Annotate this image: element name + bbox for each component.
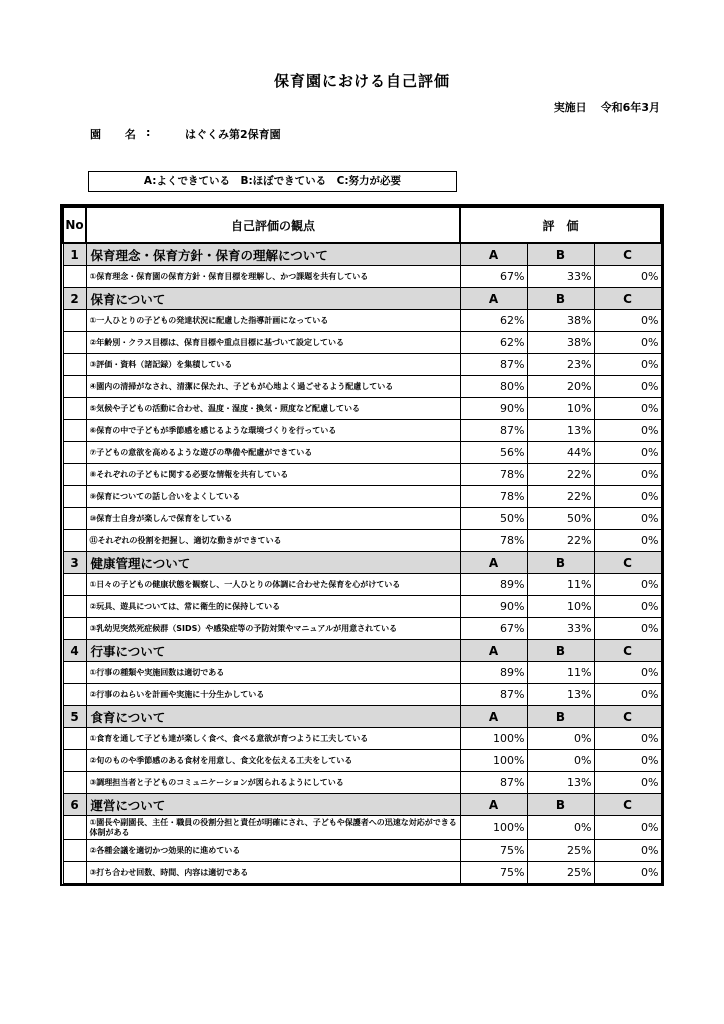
table-row — [63, 840, 661, 862]
rating-c-percent: 0% — [594, 574, 661, 596]
category-name: 運営について — [86, 794, 460, 816]
table-row — [63, 684, 661, 706]
rating-c-percent: 0% — [594, 508, 661, 530]
category-row — [63, 794, 661, 816]
criterion-text: ①保育理念・保育園の保育方針・保育目標を理解し、かつ課題を共有している — [86, 266, 460, 288]
row-number-cell — [63, 840, 86, 862]
category-col-c: C — [594, 288, 661, 310]
rating-b-percent: 22% — [527, 486, 594, 508]
rating-c-percent: 0% — [594, 354, 661, 376]
table-row — [63, 530, 661, 552]
criterion-text: ②年齢別・クラス目標は、保育目標や重点目標に基づいて設定している — [86, 332, 460, 354]
category-number: 1 — [63, 243, 86, 266]
category-name: 保育について — [86, 288, 460, 310]
rating-a-percent: 100% — [460, 728, 527, 750]
table-row — [63, 508, 661, 530]
rating-a-percent: 75% — [460, 862, 527, 884]
category-col-c: C — [594, 552, 661, 574]
row-number-cell — [63, 398, 86, 420]
row-number-cell — [63, 508, 86, 530]
rating-b-percent: 10% — [527, 398, 594, 420]
nursery-name: はぐくみ第2保育園 — [185, 128, 281, 141]
row-number-cell — [63, 376, 86, 398]
rating-b-percent: 13% — [527, 772, 594, 794]
rating-c-percent: 0% — [594, 816, 661, 840]
rating-c-percent: 0% — [594, 728, 661, 750]
category-col-b: B — [527, 552, 594, 574]
rating-b-percent: 11% — [527, 662, 594, 684]
table-header-row — [63, 207, 661, 243]
evaluation-table — [62, 206, 662, 884]
row-number-cell — [63, 266, 86, 288]
rating-a-percent: 87% — [460, 420, 527, 442]
criterion-text: ③調理担当者と子どものコミュニケーションが図られるようにしている — [86, 772, 460, 794]
category-number: 6 — [63, 794, 86, 816]
rating-c-percent: 0% — [594, 442, 661, 464]
rating-c-percent: 0% — [594, 840, 661, 862]
category-col-a: A — [460, 288, 527, 310]
category-row — [63, 243, 661, 266]
table-row — [63, 420, 661, 442]
row-number-cell — [63, 332, 86, 354]
rating-b-percent: 22% — [527, 530, 594, 552]
rating-b-percent: 0% — [527, 816, 594, 840]
row-number-cell — [63, 772, 86, 794]
rating-c-percent: 0% — [594, 464, 661, 486]
category-number: 2 — [63, 288, 86, 310]
rating-a-percent: 90% — [460, 398, 527, 420]
row-number-cell — [63, 310, 86, 332]
table-row — [63, 750, 661, 772]
category-col-c: C — [594, 243, 661, 266]
page-title: 保育園における自己評価 — [273, 72, 450, 90]
rating-c-percent: 0% — [594, 530, 661, 552]
table-row — [63, 486, 661, 508]
category-col-c: C — [594, 706, 661, 728]
criterion-text: ⑤気候や子どもの活動に合わせ、温度・湿度・換気・照度など配慮している — [86, 398, 460, 420]
row-number-cell — [63, 728, 86, 750]
table-row — [63, 354, 661, 376]
criterion-text: ⑨保育についての話し合いをよくしている — [86, 486, 460, 508]
rating-a-percent: 87% — [460, 772, 527, 794]
criterion-text: ③打ち合わせ回数、時間、内容は適切である — [86, 862, 460, 884]
table-row — [63, 464, 661, 486]
row-number-cell — [63, 530, 86, 552]
rating-b-percent: 38% — [527, 310, 594, 332]
rating-b-percent: 22% — [527, 464, 594, 486]
rating-b-percent: 11% — [527, 574, 594, 596]
rating-c-percent: 0% — [594, 662, 661, 684]
rating-a-percent: 78% — [460, 486, 527, 508]
rating-a-percent: 87% — [460, 684, 527, 706]
header-no: No — [63, 207, 86, 243]
row-number-cell — [63, 618, 86, 640]
rating-a-percent: 75% — [460, 840, 527, 862]
rating-b-percent: 10% — [527, 596, 594, 618]
category-col-b: B — [527, 243, 594, 266]
rating-b-percent: 44% — [527, 442, 594, 464]
category-row — [63, 706, 661, 728]
category-col-c: C — [594, 640, 661, 662]
rating-b-percent: 0% — [527, 728, 594, 750]
rating-a-percent: 78% — [460, 530, 527, 552]
category-name: 保育理念・保育方針・保育の理解について — [86, 243, 460, 266]
nursery-colon: : — [146, 126, 151, 139]
header-item: 自己評価の観点 — [86, 207, 460, 243]
category-name: 食育について — [86, 706, 460, 728]
criterion-text: ④園内の清掃がなされ、清潔に保たれ、子どもが心地よく過ごせるよう配慮している — [86, 376, 460, 398]
criterion-text: ②旬のものや季節感のある食材を用意し、食文化を伝える工夫をしている — [86, 750, 460, 772]
category-name: 行事について — [86, 640, 460, 662]
category-row — [63, 640, 661, 662]
category-col-a: A — [460, 552, 527, 574]
category-number: 5 — [63, 706, 86, 728]
rating-b-percent: 0% — [527, 750, 594, 772]
rating-a-percent: 50% — [460, 508, 527, 530]
row-number-cell — [63, 750, 86, 772]
criterion-text: ②行事のねらいを計画や実施に十分生かしている — [86, 684, 460, 706]
table-row — [63, 728, 661, 750]
table-row — [63, 332, 661, 354]
table-row — [63, 442, 661, 464]
row-number-cell — [63, 574, 86, 596]
category-name: 健康管理について — [86, 552, 460, 574]
criterion-text: ①園長や副園長、主任・職員の役割分担と責任が明確にされ、子どもや保護者への迅速な対応ができる体制がある — [86, 816, 460, 840]
row-number-cell — [63, 420, 86, 442]
table-row — [63, 862, 661, 884]
category-col-b: B — [527, 706, 594, 728]
rating-c-percent: 0% — [594, 684, 661, 706]
rating-c-percent: 0% — [594, 398, 661, 420]
table-row — [63, 596, 661, 618]
criterion-text: ②各種会議を適切かつ効果的に進めている — [86, 840, 460, 862]
rating-c-percent: 0% — [594, 332, 661, 354]
rating-a-percent: 89% — [460, 574, 527, 596]
table-row — [63, 772, 661, 794]
rating-c-percent: 0% — [594, 750, 661, 772]
table-row — [63, 310, 661, 332]
table-row — [63, 662, 661, 684]
row-number-cell — [63, 464, 86, 486]
row-number-cell — [63, 442, 86, 464]
rating-a-percent: 62% — [460, 310, 527, 332]
header-rating: 評 価 — [460, 207, 661, 243]
category-col-b: B — [527, 640, 594, 662]
table-row — [63, 266, 661, 288]
rating-c-percent: 0% — [594, 376, 661, 398]
row-number-cell — [63, 596, 86, 618]
criterion-text: ⑪それぞれの役割を把握し、適切な動きができている — [86, 530, 460, 552]
criterion-text: ①日々の子どもの健康状態を観察し、一人ひとりの体調に合わせた保育を心がけている — [86, 574, 460, 596]
rating-b-percent: 33% — [527, 618, 594, 640]
nursery-label: 園 名 — [90, 128, 146, 141]
row-number-cell — [63, 486, 86, 508]
row-number-cell — [63, 662, 86, 684]
rating-b-percent: 13% — [527, 684, 594, 706]
row-number-cell — [63, 862, 86, 884]
rating-c-percent: 0% — [594, 596, 661, 618]
criterion-text: ①一人ひとりの子どもの発達状況に配慮した指導計画になっている — [86, 310, 460, 332]
category-col-a: A — [460, 243, 527, 266]
table-row — [63, 574, 661, 596]
category-col-b: B — [527, 794, 594, 816]
rating-a-percent: 78% — [460, 464, 527, 486]
rating-b-percent: 50% — [527, 508, 594, 530]
category-row — [63, 552, 661, 574]
date-value: 令和6年3月 — [600, 101, 660, 114]
row-number-cell — [63, 684, 86, 706]
rating-c-percent: 0% — [594, 618, 661, 640]
rating-c-percent: 0% — [594, 486, 661, 508]
category-col-a: A — [460, 794, 527, 816]
table-row — [63, 398, 661, 420]
criterion-text: ⑧それぞれの子どもに関する必要な情報を共有している — [86, 464, 460, 486]
rating-b-percent: 13% — [527, 420, 594, 442]
rating-a-percent: 67% — [460, 618, 527, 640]
table-row — [63, 816, 661, 840]
rating-b-percent: 23% — [527, 354, 594, 376]
category-col-a: A — [460, 706, 527, 728]
category-number: 3 — [63, 552, 86, 574]
table-row — [63, 376, 661, 398]
row-number-cell — [63, 354, 86, 376]
rating-c-percent: 0% — [594, 862, 661, 884]
implementation-date — [540, 99, 660, 115]
rating-a-percent: 87% — [460, 354, 527, 376]
criterion-text: ⑩保育士自身が楽しんで保育をしている — [86, 508, 460, 530]
date-label: 実施日 — [553, 101, 587, 114]
category-col-a: A — [460, 640, 527, 662]
rating-b-percent: 25% — [527, 840, 594, 862]
criterion-text: ①行事の種類や実施回数は適切である — [86, 662, 460, 684]
rating-c-percent: 0% — [594, 420, 661, 442]
category-col-b: B — [527, 288, 594, 310]
rating-a-percent: 90% — [460, 596, 527, 618]
rating-c-percent: 0% — [594, 772, 661, 794]
rating-a-percent: 56% — [460, 442, 527, 464]
rating-legend: A:よくできている B:ほぼできている C:努力が必要 — [88, 171, 457, 192]
rating-a-percent: 100% — [460, 750, 527, 772]
rating-a-percent: 100% — [460, 816, 527, 840]
category-row — [63, 288, 661, 310]
criterion-text: ③評価・資料（諸記録）を集積している — [86, 354, 460, 376]
category-number: 4 — [63, 640, 86, 662]
rating-c-percent: 0% — [594, 266, 661, 288]
criterion-text: ②玩具、遊具については、常に衛生的に保持している — [86, 596, 460, 618]
category-col-c: C — [594, 794, 661, 816]
rating-b-percent: 20% — [527, 376, 594, 398]
criterion-text: ①食育を通して子ども達が楽しく食べ、食べる意欲が育つように工夫している — [86, 728, 460, 750]
rating-a-percent: 67% — [460, 266, 527, 288]
row-number-cell — [63, 816, 86, 840]
rating-b-percent: 38% — [527, 332, 594, 354]
rating-b-percent: 33% — [527, 266, 594, 288]
criterion-text: ⑦子どもの意欲を高めるような遊びの準備や配慮ができている — [86, 442, 460, 464]
criterion-text: ③乳幼児突然死症候群（SIDS）や感染症等の予防対策やマニュアルが用意されている — [86, 618, 460, 640]
rating-a-percent: 62% — [460, 332, 527, 354]
criterion-text: ⑥保育の中で子どもが季節感を感じるような環境づくりを行っている — [86, 420, 460, 442]
rating-c-percent: 0% — [594, 310, 661, 332]
rating-a-percent: 80% — [460, 376, 527, 398]
rating-b-percent: 25% — [527, 862, 594, 884]
table-row — [63, 618, 661, 640]
rating-a-percent: 89% — [460, 662, 527, 684]
